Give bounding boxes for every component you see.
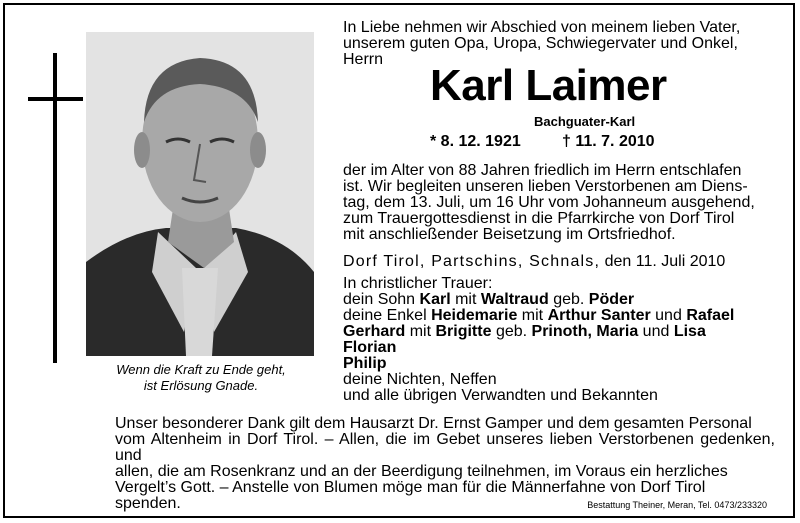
deceased-nickname: Bachguater-Karl (534, 114, 636, 129)
thanks-line-4: Vergelt’s Gott. – Anstelle von Blumen möge man für die Männerfahne von Dorf Tirol (115, 479, 706, 496)
family-line-others: und alle übrigen Verwandten und Bekannten (343, 387, 658, 404)
family-line-grandchildren-2 (343, 324, 773, 340)
family-name: Arthur Santer (547, 307, 651, 324)
family-text: dein Sohn (343, 291, 416, 308)
family-text: und (655, 307, 682, 324)
family-name: Gerhard (343, 323, 406, 340)
family-text: und (642, 323, 670, 340)
deceased-name: Karl Laimer (430, 61, 667, 110)
family-text: mit (521, 307, 544, 324)
death-date: † 11. 7. 2010 (562, 133, 655, 150)
announcement-text (343, 163, 773, 243)
family-line-grandchildren-4 (343, 356, 773, 372)
intro-line-2: unserem guten Opa, Uropa, Schwiegervater und Onkel, (343, 35, 738, 52)
quote-line-2: ist Erlösung Gnade. (143, 378, 259, 393)
family-line-grandchildren-1 (343, 308, 773, 324)
place-names: Dorf Tirol, Partschins, Schnals, (343, 253, 601, 270)
family-text: mit (455, 291, 477, 308)
announcement-line-3: tag, dem 13. Juli, um 16 Uhr vom Johanneum ausgehend, (343, 194, 755, 211)
quote-line-1: Wenn die Kraft zu Ende geht, (116, 362, 286, 377)
family-name: Philip (343, 355, 387, 372)
family-line-son (343, 292, 773, 308)
announcement-line-2: ist. Wir begleiten unseren lieben Verstorbenen am Diens- (343, 178, 748, 195)
thanks-line-5: spenden. (115, 495, 181, 512)
family-text: deine Enkel (343, 307, 427, 324)
thanks-line-2: vom Altenheim in Dorf Tirol. – Allen, die im Gebet unseres lieben Verstorbenen gedenken, und (115, 431, 775, 464)
thanks-text (115, 416, 775, 512)
intro-line-1: In Liebe nehmen wir Abschied von meinem lieben Vater, (343, 19, 741, 36)
memorial-quote (86, 362, 316, 394)
mourning-heading: In christlicher Trauer: (343, 275, 493, 292)
family-name: Florian (343, 339, 397, 356)
family-line-nieces: deine Nichten, Neffen (343, 371, 497, 388)
thanks-line-1: Unser besonderer Dank gilt dem Hausarzt Dr. Ernst Gamper und dem gesamten Personal (115, 415, 752, 432)
family-name: Brigitte (435, 323, 492, 340)
family-name: Waltraud (480, 291, 549, 308)
family-text: mit (409, 323, 432, 340)
family-name: Rafael (686, 307, 735, 324)
announcement-line-1: der im Alter von 88 Jahren friedlich im Herrn entschlafen (343, 162, 742, 179)
family-name: Prinoth, Maria (531, 323, 639, 340)
family-text: geb. (495, 323, 528, 340)
announcement-line-4: zum Trauergottesdienst in die Pfarrkirche von Dorf Tirol (343, 210, 735, 227)
family-name: Karl (419, 291, 451, 308)
notice-date: den 11. Juli 2010 (604, 253, 726, 270)
intro-line-3: Herrn (343, 51, 384, 68)
family-text: geb. (553, 291, 585, 308)
cross-symbol-horizontal (28, 97, 83, 101)
portrait-photo (86, 32, 314, 356)
funeral-home-credit: Bestattung Theiner, Meran, Tel. 0473/233320 (587, 500, 767, 510)
family-name: Pöder (588, 291, 635, 308)
family-name: Heidemarie (431, 307, 518, 324)
announcement-line-5: mit anschließender Beisetzung im Ortsfriedhof. (343, 226, 676, 243)
thanks-line-3: allen, die am Rosenkranz und an der Beerdigung teilnehmen, im Voraus ein herzliches (115, 463, 728, 480)
birth-date: * 8. 12. 1921 (430, 133, 521, 150)
family-name: Lisa (673, 323, 706, 340)
family-line-grandchildren-3 (343, 340, 773, 356)
family-list (343, 276, 773, 404)
place-and-date (343, 253, 725, 271)
